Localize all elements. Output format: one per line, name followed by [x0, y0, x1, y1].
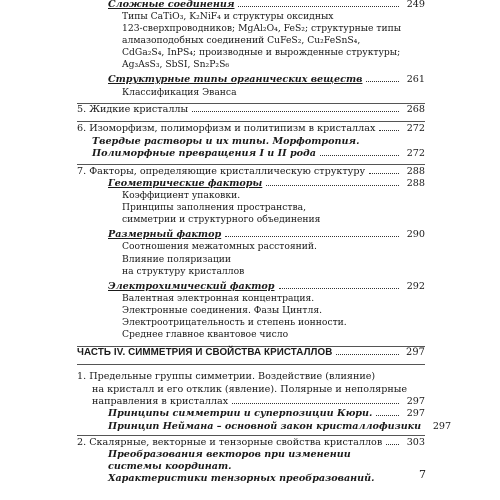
toc-entry-title: Структурные типы органических веществ	[108, 74, 363, 85]
toc-entry-title: на кристалл и его отклик (явление). Полярные и неполярные	[92, 384, 408, 395]
toc-desc-line	[0, 317, 500, 329]
toc-entry-page: 249	[406, 0, 425, 10]
toc-entry-title: 1. Предельные группы симметрии. Воздействие (влияние)	[77, 371, 376, 382]
toc-desc-text: алмазоподобных соединений CuFeS₂, Cu₂FeSnS₄,	[122, 35, 361, 46]
section-divider	[77, 164, 425, 165]
toc-entry-page: 292	[406, 281, 425, 292]
toc-desc-text: Соотношения межатомных расстояний.	[122, 241, 317, 252]
toc-entry-title: Электрохимический фактор	[108, 281, 275, 292]
toc-desc-line	[0, 35, 500, 47]
toc-entry-neumann[interactable]	[0, 421, 500, 433]
toc-desc-text: Влияние поляризации	[122, 254, 232, 265]
toc-entry-pred-last[interactable]	[0, 396, 500, 408]
toc-entry-title: Сложные соединения	[108, 0, 235, 10]
toc-entry-page: 297	[406, 396, 425, 407]
toc-desc-line	[0, 266, 500, 278]
toc-entry-page: 268	[406, 104, 425, 115]
toc-entry-curie[interactable]	[0, 408, 500, 420]
toc-desc-line	[0, 293, 500, 305]
leader-dots	[386, 443, 399, 445]
toc-entry-page: 272	[406, 148, 425, 159]
toc-desc-line	[0, 214, 500, 226]
toc-entry-skal[interactable]	[0, 437, 500, 449]
toc-entry-title: направления в кристаллах	[92, 396, 229, 407]
toc-entry-title: Преобразования векторов при изменении	[108, 449, 351, 460]
toc-entry-pred-cont	[0, 384, 500, 396]
toc-desc-text: Принципы заполнения пространства,	[122, 202, 307, 213]
toc-desc-text: симметрии и структурного объединения	[122, 214, 321, 225]
toc-desc-text: Ag₃AsS₃, SbSI, Sn₂P₂S₆	[122, 59, 230, 70]
leader-dots	[376, 414, 399, 416]
toc-entry-pred	[0, 371, 500, 383]
toc-entry-page: 288	[406, 178, 425, 189]
toc-desc-text: Валентная электронная концентрация.	[122, 293, 315, 304]
toc-desc-text: на структуру кристаллов	[122, 266, 245, 277]
toc-desc-line	[0, 23, 500, 35]
toc-desc-line	[0, 305, 500, 317]
toc-entry-title: Геометрические факторы	[108, 178, 263, 189]
toc-entry-title: Принципы симметрии и суперпозиции Кюри.	[108, 408, 373, 419]
leader-dots	[279, 287, 399, 289]
toc-desc-text: 123-сверхпроводников; MgAl₂O₄, FeS₂; структурные типы	[122, 23, 402, 34]
toc-desc-line	[0, 11, 500, 23]
toc-entry-page: 272	[406, 123, 425, 134]
toc-desc-line	[0, 254, 500, 266]
toc-entry-geom[interactable]	[0, 178, 500, 190]
toc-desc-text: Типы CaTiO₃, K₂NiF₄ и структуры оксидных	[122, 11, 334, 22]
leader-dots	[192, 110, 399, 112]
toc-entry-title: 5. Жидкие кристаллы	[77, 104, 189, 115]
toc-entry-title: ЧАСТЬ IV. СИММЕТРИЯ И СВОЙСТВА КРИСТАЛЛОВ	[77, 347, 333, 358]
leader-dots	[336, 353, 399, 355]
toc-entry-page: 303	[406, 437, 425, 448]
toc-desc-text: Среднее главное квантовое число	[122, 329, 289, 340]
section-divider	[77, 364, 425, 365]
toc-desc-text: Классификация Эванса	[122, 87, 237, 98]
toc-entry-polymorph[interactable]	[0, 148, 500, 160]
toc-entry-title: Размерный фактор	[108, 229, 222, 240]
toc-entry-razmer[interactable]	[0, 229, 500, 241]
toc-entry-slozhnye[interactable]	[0, 0, 500, 11]
toc-entry-faktory[interactable]	[0, 166, 500, 178]
leader-dots	[225, 235, 399, 237]
toc-entry-title: системы координат.	[108, 461, 232, 472]
toc-entry-part4[interactable]	[0, 347, 500, 359]
toc-desc-line	[0, 87, 500, 99]
toc-desc-text: CdGa₂S₄, InPS₄; производные и вырожденные структуры;	[122, 47, 401, 58]
leader-dots	[320, 154, 399, 156]
toc-entry-title: Характеристики тензорных преобразований.	[108, 473, 375, 484]
toc-desc-line	[0, 190, 500, 202]
toc-entry-organic[interactable]	[0, 74, 500, 86]
toc-desc-text: Коэффициент упаковки.	[122, 190, 241, 201]
leader-dots	[238, 5, 399, 7]
toc-entry-electro[interactable]	[0, 281, 500, 293]
toc-desc-line	[0, 241, 500, 253]
leader-dots	[366, 80, 399, 82]
section-divider	[77, 121, 425, 122]
toc-entry-zhidkie[interactable]	[0, 104, 500, 116]
toc-desc-line	[0, 202, 500, 214]
toc-entry-title: 6. Изоморфизм, полиморфизм и политипизм в кристаллах	[77, 123, 376, 134]
toc-entry-title: Полиморфные превращения I и II рода	[92, 148, 316, 159]
toc-desc-text: Электронные соединения. Фазы Цинтля.	[122, 305, 323, 316]
toc-entry-title: Твердые растворы и их типы. Морфотропия.	[92, 136, 360, 147]
toc-desc-line	[0, 47, 500, 59]
leader-dots	[379, 129, 399, 131]
toc-entry-page: 288	[406, 166, 425, 177]
leader-dots	[266, 184, 399, 186]
toc-subentry-line	[0, 449, 500, 461]
toc-entry-page: 297	[406, 347, 425, 358]
toc-desc-line	[0, 329, 500, 341]
toc-entry-izomorfizm[interactable]	[0, 123, 500, 135]
toc-entry-page: 297	[406, 408, 425, 419]
toc-entry-page: 261	[406, 74, 425, 85]
leader-dots	[232, 402, 399, 404]
toc-entry-title: 2. Скалярные, векторные и тензорные свойства кристаллов	[77, 437, 383, 448]
toc-subentry-line	[0, 136, 500, 148]
toc-entry-page: 297	[432, 421, 452, 432]
toc-entry-title: Принцип Неймана – основной закон кристаллофизики	[108, 421, 422, 432]
leader-dots	[369, 172, 399, 174]
toc-desc-text: Электроотрицательность и степень ионности.	[122, 317, 347, 328]
page-number: 7	[419, 468, 426, 481]
toc-entry-page: 290	[406, 229, 425, 240]
toc-desc-line	[0, 59, 500, 71]
toc-entry-title: 7. Факторы, определяющие кристаллическую структуру	[77, 166, 366, 177]
section-divider	[77, 435, 425, 436]
